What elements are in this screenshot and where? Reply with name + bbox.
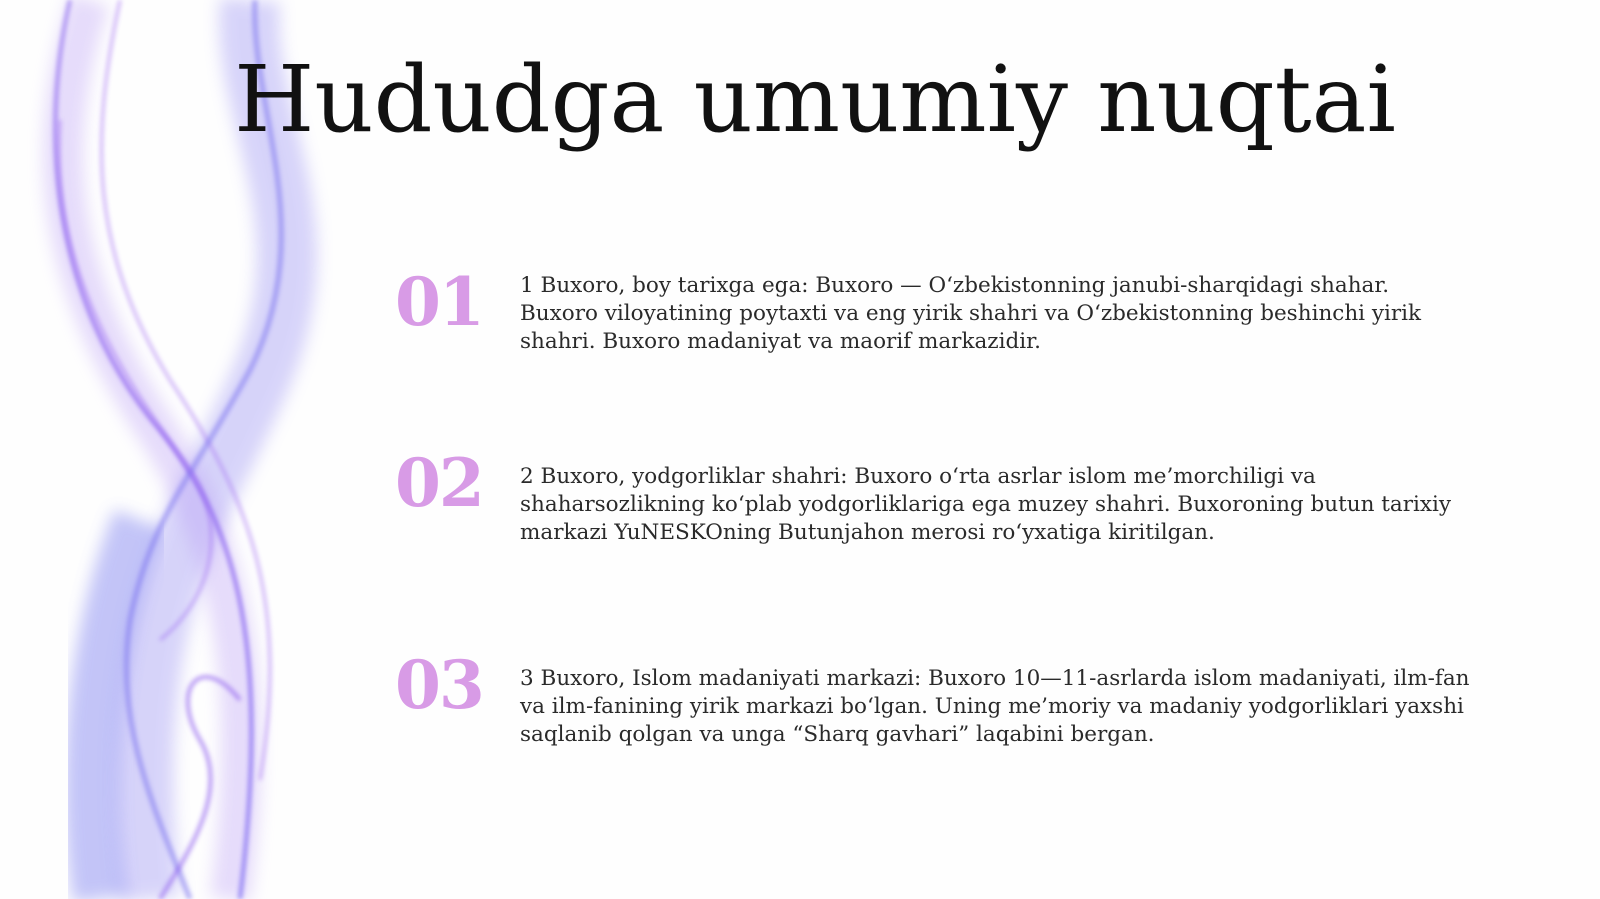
list-item xyxy=(395,262,1475,382)
item-text: 1 Buxoro, boy tarixga ega: Buxoro — O‘zbekistonning janubi-sharqidagi shahar. Buxoro viloyatining poytaxti va eng yirik shahri va O‘zbekistonning beshinchi yirik shahri. Buxoro madaniyat va maorif markazidir. xyxy=(520,273,1422,354)
slide-title: Hududga umumiy nuqtai xyxy=(234,46,1396,153)
item-number: 01 xyxy=(395,263,483,341)
item-number: 02 xyxy=(395,444,483,522)
item-text: 3 Buxoro, Islom madaniyati markazi: Buxoro 10—11-asrlarda islom madaniyati, ilm-fan va ilm-fanining yirik markazi bo‘lgan. Uning me’moriy va madaniy yodgorliklari yaxshi saqlanib qolgan va unga “Sharq gavhari” laqabini bergan. xyxy=(520,666,1470,747)
list-item xyxy=(395,645,1475,765)
item-text: 2 Buxoro, yodgorliklar shahri: Buxoro o‘rta asrlar islom me’morchiligi va shaharsozlikning ko‘plab yodgorliklariga ega muzey shahri. Buxoroning butun tarixiy markazi YuNESKOning Butunjahon merosi ro‘yxatiga kiritilgan. xyxy=(520,464,1452,545)
list-item xyxy=(395,443,1475,563)
item-number: 03 xyxy=(395,646,483,724)
